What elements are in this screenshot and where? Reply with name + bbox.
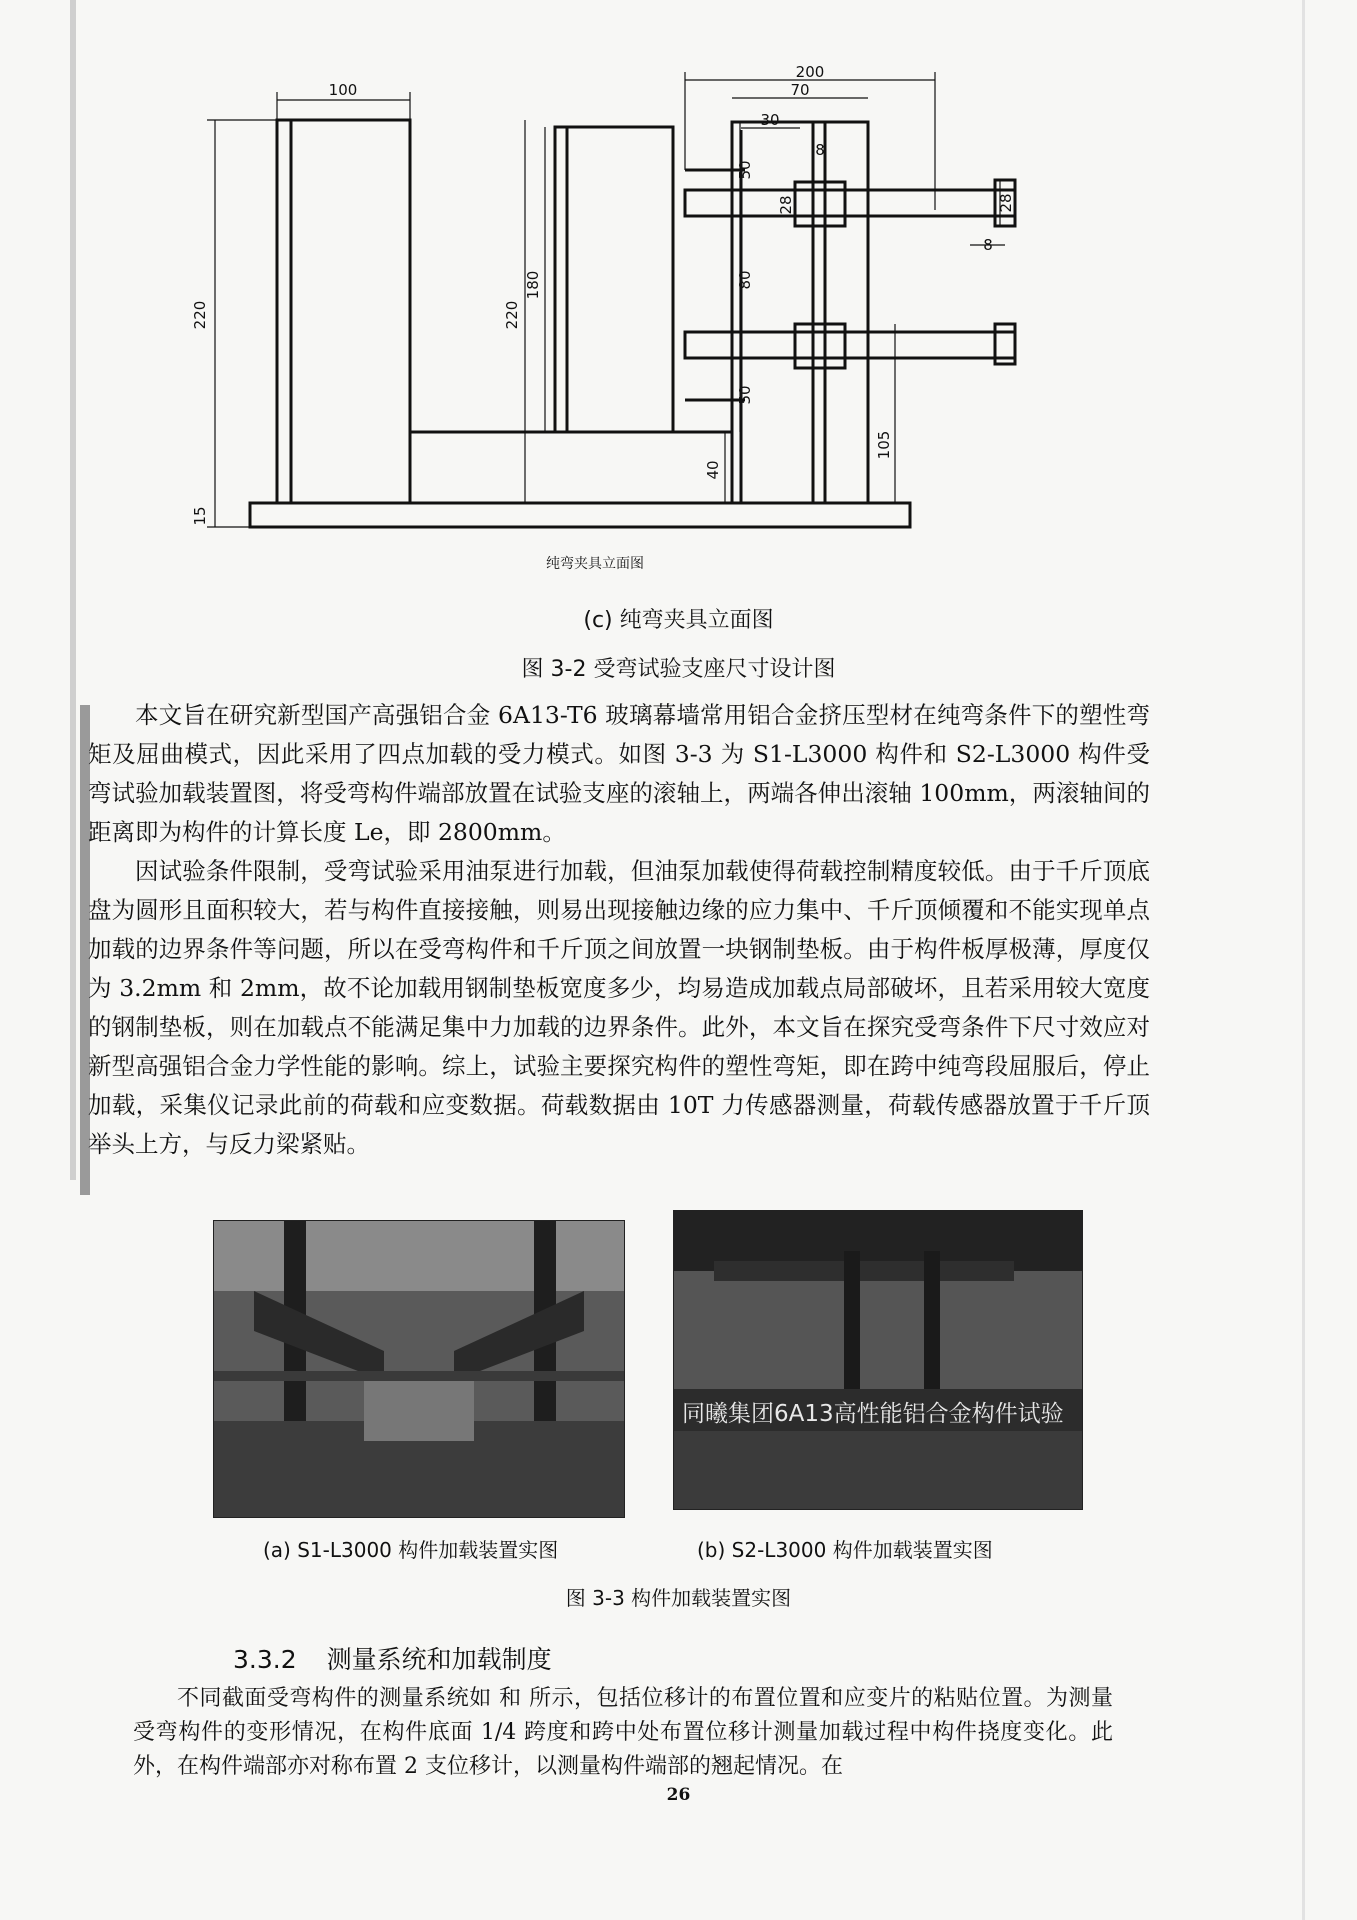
dim-8-top: 8: [815, 141, 825, 159]
dim-30: 30: [760, 111, 780, 129]
fixture-elevation-drawing: [185, 63, 1015, 575]
page-number: 26: [666, 1785, 691, 1805]
section-title: 测量系统和加载制度: [326, 1645, 552, 1674]
subfigure-a-caption: (a) S1-L3000 构件加载装置实图: [263, 1538, 559, 1562]
dim-50-top: 50: [736, 160, 754, 180]
drawing-inner-caption: 纯弯夹具立面图: [546, 556, 644, 572]
photo-s1-l3000-setup: [213, 1220, 625, 1518]
dim-15: 15: [191, 506, 209, 526]
dim-40: 40: [704, 460, 722, 480]
paragraph-1: 本文旨在研究新型国产高强铝合金 6A13-T6 玻璃幕墙常用铝合金挤压型材在纯弯条件下的塑性弯矩及屈曲模式，因此采用了四点加载的受力模式。如图 3-3 为 S1-L3000 构件和 S2-L3000 构件受弯试验加载装置图，将受弯构件端部放置在试验支座的滚轴上，两端各伸出滚轴 100mm，两滚轴间的距离即为构件的计算长度 Le，即 2800mm。: [88, 701, 1150, 846]
dim-220-left: 220: [191, 300, 209, 330]
paragraph-2: 因试验条件限制，受弯试验采用油泵进行加载，但油泵加载使得荷载控制精度较低。由于千斤顶底盘为圆形且面积较大，若与构件直接接触，则易出现接触边缘的应力集中、千斤顶倾覆和不能实现单点加载的边界条件等问题，所以在受弯构件和千斤顶之间放置一块钢制垫板。由于构件板厚极薄，厚度仅为 3.2mm 和 2mm，故不论加载用钢制垫板宽度多少，均易造成加载点局部破坏，且若采用较大宽度的钢制垫板，则在加载点不能满足集中力加载的边界条件。此外，本文旨在探究受弯条件下尺寸效应对新型高强铝合金力学性能的影响。综上，试验主要探究构件的塑性弯矩，即在跨中纯弯段屈服后，停止加载，采集仪记录此前的荷载和应变数据。荷载数据由 10T 力传感器测量，荷载传感器放置于千斤顶举头上方，与反力梁紧贴。: [88, 857, 1150, 1158]
dim-105: 105: [875, 430, 893, 460]
paragraph-3: 不同截面受弯构件的测量系统如 和 所示，包括位移计的布置位置和应变片的粘贴位置。为测量受弯构件的变形情况，在构件底面 1/4 跨度和跨中处布置位移计测量加载过程中构件挠度变化。此外，在构件端部亦对称布置 2 支位移计，以测量构件端部的翘起情况。在: [133, 1686, 1113, 1779]
dim-70: 70: [790, 81, 810, 99]
page-edge-shadow-right: [1302, 0, 1305, 1920]
section-heading: [233, 1640, 552, 1676]
section-number: 3.3.2: [233, 1645, 297, 1674]
page-edge-shadow: [70, 0, 76, 1180]
dim-200: 200: [795, 63, 825, 81]
dim-220-mid: 220: [503, 300, 521, 330]
dim-50-bottom: 50: [736, 385, 754, 405]
figure-3-3-caption: 图 3-3 构件加载装置实图: [565, 1586, 792, 1610]
dim-8-right: 8: [983, 236, 993, 254]
subfigure-c-caption: (c) 纯弯夹具立面图: [583, 608, 774, 633]
photo-banner-text: 同曦集团6A13高性能铝合金构件试验: [682, 1401, 1064, 1427]
photo-s2-l3000-setup: [673, 1210, 1083, 1510]
dim-80: 80: [736, 270, 754, 290]
dim-180: 180: [524, 270, 542, 300]
figure-3-2-caption: 图 3-2 受弯试验支座尺寸设计图: [521, 657, 836, 682]
subfigure-b-caption: (b) S2-L3000 构件加载装置实图: [697, 1538, 993, 1562]
dim-100: 100: [328, 81, 358, 99]
dim-28-left: 28: [777, 195, 795, 215]
dim-28-right: 28: [997, 193, 1015, 213]
